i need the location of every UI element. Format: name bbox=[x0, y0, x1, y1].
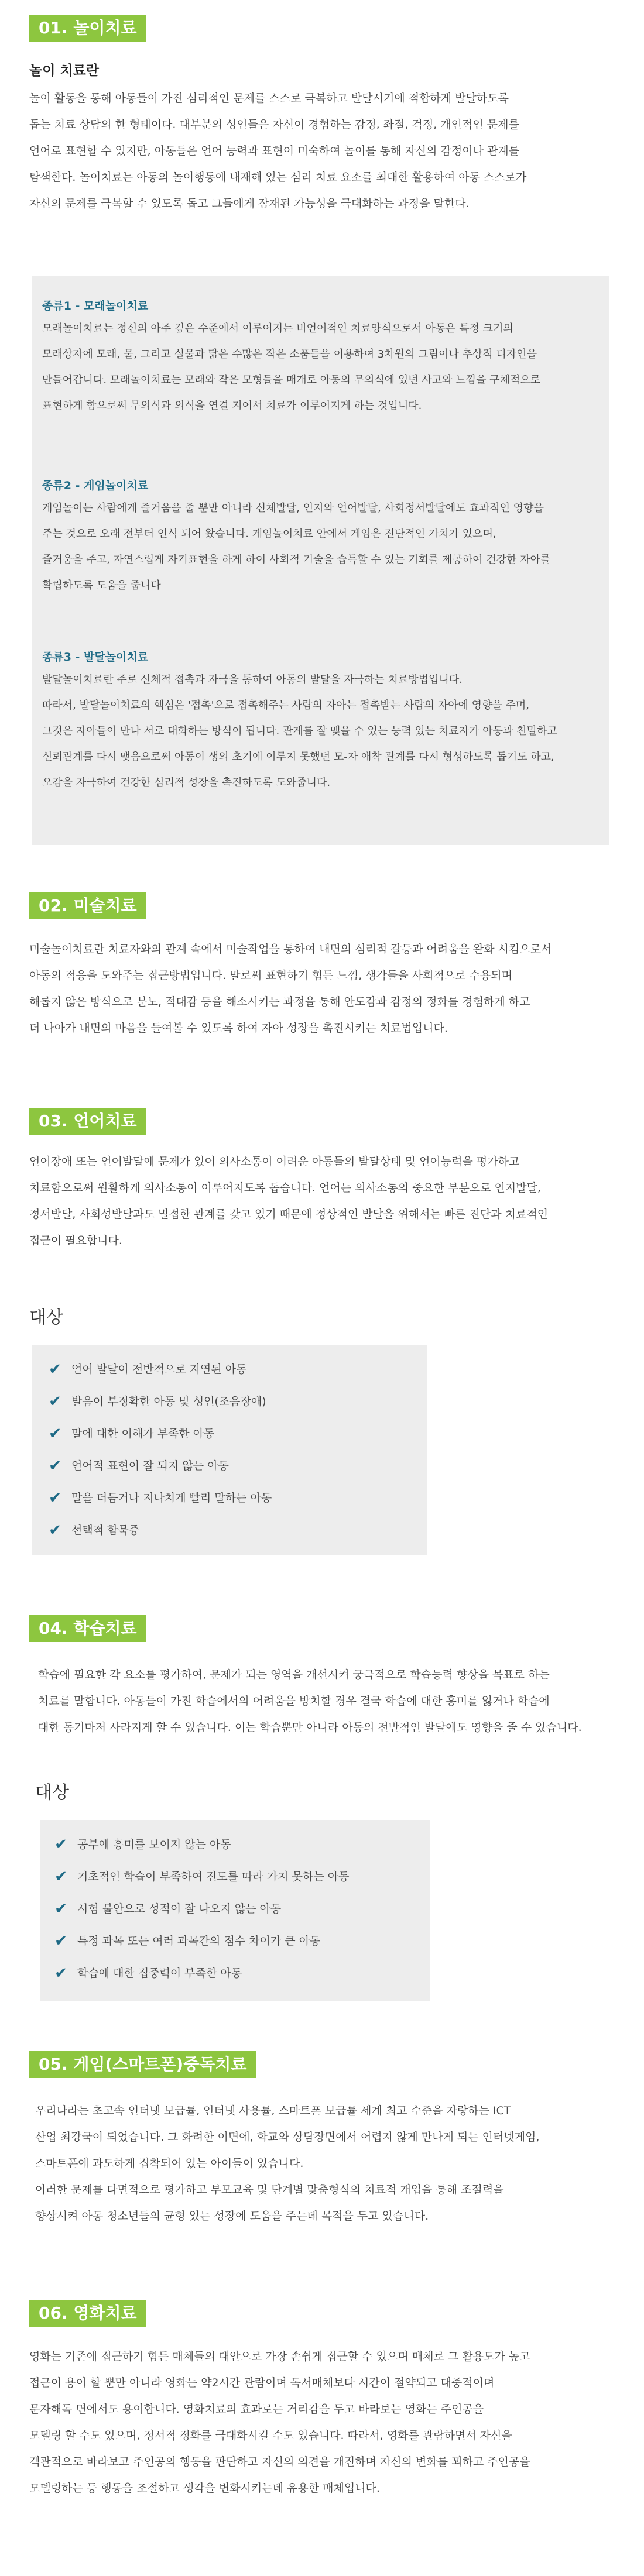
text-line: 치료를 말합니다. 아동들이 가진 학습에서의 어려움을 방치할 경우 결국 학습에 대한 흥미를 잃거나 학습에 bbox=[38, 1695, 550, 1708]
text-line: 이러한 문제를 다면적으로 평가하고 부모교육 및 단계별 맞춤형식의 치료적 개입을 통해 조절력을 bbox=[35, 2183, 504, 2196]
text-line: 따라서, 발달놀이치료의 핵심은 '접촉'으로 접촉해주는 사람의 자아는 접촉받는 사람의 자아에 영향을 주며, bbox=[42, 699, 529, 712]
text-line: 오감을 자극하여 건강한 심리적 성장을 촉진하도록 도와줍니다. bbox=[42, 777, 331, 789]
list-item-label: 학습에 대한 집중력이 부족한 아동 bbox=[77, 1967, 242, 1980]
play-therapy-intro bbox=[29, 85, 615, 217]
learning-therapy-description bbox=[38, 1662, 624, 1741]
list-item-label: 기초적인 학습이 부족하여 진도를 따라 가지 못하는 아동 bbox=[77, 1870, 350, 1883]
text-line: 탐색한다. 놀이치료는 아동의 놀이행동에 내재해 있는 심리 치료 요소를 최대한 활용하여 아동 스스로가 bbox=[29, 171, 527, 184]
list-item bbox=[53, 1957, 349, 1990]
list-item-label: 말에 대한 이해가 부족한 아동 bbox=[71, 1427, 215, 1440]
game-addiction-description bbox=[35, 2098, 621, 2230]
text-line: 즐거움을 주고, 자연스럽게 자기표현을 하게 하여 사회적 기술을 습득할 수 있는 기회를 제공하여 건강한 자아를 bbox=[42, 554, 551, 566]
list-item bbox=[47, 1418, 272, 1450]
text-line: 자신의 문제를 극복할 수 있도록 돕고 그들에게 잠재된 가능성을 극대화하는 과정을 말한다. bbox=[29, 197, 470, 210]
text-line: 향상시켜 아동 청소년들의 균형 있는 성장에 도움을 주는데 목적을 두고 있습니다. bbox=[35, 2210, 429, 2223]
text-line: 문자해독 면에서도 용이합니다. 영화치료의 효과로는 거리감을 두고 바라보는 영화는 주인공을 bbox=[29, 2403, 484, 2416]
list-item-label: 특정 과목 또는 여러 과목간의 점수 차이가 큰 아동 bbox=[77, 1935, 321, 1948]
section-badge-movie-therapy: 06. 영화치료 bbox=[29, 2300, 146, 2327]
text-line: 산업 최강국이 되었습니다. 그 화려한 이면에, 학교와 상담장면에서 어렵지 않게 만나게 되는 인터넷게임, bbox=[35, 2131, 540, 2144]
text-line: 확립하도록 도움을 줍니다 bbox=[42, 579, 161, 592]
text-line: 발달놀이치료란 주로 신체적 접촉과 자극을 통하여 아동의 발달을 자극하는 치료방법입니다. bbox=[42, 674, 463, 686]
text-line: 만들어갑니다. 모래놀이치료는 모래와 작은 모형들을 매개로 아동의 무의식에 있던 사고와 느낌을 구체적으로 bbox=[42, 374, 541, 386]
learning-target-heading: 대상 bbox=[35, 1782, 69, 1803]
list-item bbox=[53, 1925, 349, 1957]
movie-therapy-description bbox=[29, 2344, 615, 2502]
text-line: 모래상자에 모래, 물, 그리고 실물과 닮은 수많은 작은 소품들을 이용하여 3차원의 그림이나 추상적 디자인을 bbox=[42, 348, 537, 360]
art-therapy-description bbox=[29, 936, 615, 1042]
text-line: 모델링하는 등 행동을 조절하고 생각을 변화시키는데 유용한 매체입니다. bbox=[29, 2482, 380, 2495]
check-icon: ✔ bbox=[49, 1457, 61, 1475]
text-line: 미술놀이치료란 치료자와의 관계 속에서 미술작업을 통하여 내면의 심리적 갈등과 어려움을 완화 시킴으로서 bbox=[29, 943, 552, 956]
check-icon: ✔ bbox=[54, 1932, 67, 1950]
text-line: 해롭지 않은 방식으로 분노, 적대감 등을 해소시키는 과정을 통해 안도감과 감정의 정화를 경험하게 하고 bbox=[29, 995, 530, 1008]
list-item-label: 언어 발달이 전반적으로 지연된 아동 bbox=[71, 1363, 247, 1376]
list-item bbox=[47, 1450, 272, 1482]
text-line: 신뢰관계를 다시 맺음으로써 아동이 생의 초기에 이루지 못했던 모-자 애착 관계를 다시 형성하도록 돕기도 하고, bbox=[42, 751, 554, 763]
type-text-developmental-play bbox=[42, 667, 604, 796]
text-line: 정서발달, 사회성발달과도 밀접한 관계를 갖고 있기 때문에 정상적인 발달을 위해서는 빠른 진단과 치료적인 bbox=[29, 1208, 549, 1221]
list-item-label: 발음이 부정확한 아동 및 성인(조음장애) bbox=[71, 1395, 266, 1408]
text-line: 언어로 표현할 수 있지만, 아동들은 언어 능력과 표현이 미숙하여 놀이를 통해 자신의 감정이나 관계를 bbox=[29, 145, 520, 157]
list-item bbox=[53, 1893, 349, 1925]
list-item-label: 선택적 함묵증 bbox=[71, 1524, 140, 1537]
check-icon: ✔ bbox=[49, 1489, 61, 1507]
list-item bbox=[53, 1861, 349, 1893]
list-item bbox=[47, 1482, 272, 1514]
check-icon: ✔ bbox=[49, 1361, 61, 1378]
section-badge-speech-therapy: 03. 언어치료 bbox=[29, 1108, 146, 1135]
text-line: 영화는 기존에 접근하기 힘든 매체들의 대안으로 가장 손쉽게 접근할 수 있으며 매체로 그 활용도가 높고 bbox=[29, 2350, 530, 2363]
check-icon: ✔ bbox=[49, 1521, 61, 1539]
check-icon: ✔ bbox=[49, 1425, 61, 1442]
list-item-label: 공부에 흥미를 보이지 않는 아동 bbox=[77, 1838, 231, 1851]
check-icon: ✔ bbox=[49, 1393, 61, 1410]
text-line: 돕는 치료 상담의 한 형태이다. 대부분의 성인들은 자신이 경험하는 감정, 좌절, 걱정, 개인적인 문제를 bbox=[29, 118, 519, 131]
list-item bbox=[47, 1514, 272, 1547]
check-icon: ✔ bbox=[54, 1836, 67, 1853]
list-item bbox=[47, 1354, 272, 1386]
text-line: 표현하게 함으로써 무의식과 의식을 연결 지어서 치료가 이루어지게 하는 것입니다. bbox=[42, 400, 422, 412]
check-icon: ✔ bbox=[54, 1868, 67, 1885]
section-badge-learning-therapy: 04. 학습치료 bbox=[29, 1615, 146, 1642]
type-title-sand-play: 종류1 - 모래놀이치료 bbox=[42, 300, 149, 312]
speech-target-list bbox=[47, 1354, 272, 1547]
list-item-label: 말을 더듬거나 지나치게 빨리 말하는 아동 bbox=[71, 1492, 272, 1505]
check-icon: ✔ bbox=[54, 1900, 67, 1918]
type-text-sand-play bbox=[42, 316, 604, 419]
text-line: 모델링 할 수도 있으며, 정서적 정화를 극대화시킬 수도 있습니다. 따라서, 영화를 관람하면서 자신을 bbox=[29, 2429, 512, 2442]
text-line: 스마트폰에 과도하게 집착되어 있는 아이들이 있습니다. bbox=[35, 2157, 304, 2170]
speech-therapy-description bbox=[29, 1149, 615, 1254]
text-line: 우리나라는 초고속 인터넷 보급률, 인터넷 사용률, 스마트폰 보급률 세계 최고 수준을 자랑하는 ICT bbox=[35, 2104, 511, 2117]
text-line: 아동의 적응을 도와주는 접근방법입니다. 말로써 표현하기 힘든 느낌, 생각들을 사회적으로 수용되며 bbox=[29, 969, 512, 982]
text-line: 객관적으로 바라보고 주인공의 행동을 판단하고 자신의 의견을 개진하며 자신의 변화를 꾀하고 주인공을 bbox=[29, 2455, 530, 2468]
list-item bbox=[47, 1386, 272, 1418]
text-line: 주는 것으로 오래 전부터 인식 되어 왔습니다. 게임놀이치료 안에서 게임은 진단적인 가치가 있으며, bbox=[42, 528, 496, 540]
type-text-game-play bbox=[42, 496, 604, 599]
list-item-label: 시험 불안으로 성적이 잘 나오지 않는 아동 bbox=[77, 1902, 282, 1915]
text-line: 대한 동기마저 사라지게 할 수 있습니다. 이는 학습뿐만 아니라 아동의 전반적인 발달에도 영향을 줄 수 있습니다. bbox=[38, 1721, 582, 1734]
list-item-label: 언어적 표현이 잘 되지 않는 아동 bbox=[71, 1459, 229, 1472]
text-line: 더 나아가 내면의 마음을 들여볼 수 있도록 하여 자아 성장을 촉진시키는 치료법입니다. bbox=[29, 1022, 448, 1035]
text-line: 놀이 활동을 통해 아동들이 가진 심리적인 문제를 스스로 극복하고 발달시기에 적합하게 발달하도록 bbox=[29, 92, 509, 105]
text-line: 모래놀이치료는 정신의 아주 깊은 수준에서 이루어지는 비언어적인 치료양식으로서 아동은 특정 크기의 bbox=[42, 322, 513, 335]
section-badge-play-therapy: 01. 놀이치료 bbox=[29, 15, 146, 42]
text-line: 접근이 필요합니다. bbox=[29, 1234, 122, 1247]
type-title-game-play: 종류2 - 게임놀이치료 bbox=[42, 479, 149, 492]
text-line: 접근이 용이 할 뿐만 아니라 영화는 약2시간 관람이며 독서매체보다 시간이 절약되고 대중적이며 bbox=[29, 2376, 495, 2389]
section-badge-art-therapy: 02. 미술치료 bbox=[29, 892, 146, 919]
section-badge-game-addiction-therapy: 05. 게임(스마트폰)중독치료 bbox=[29, 2051, 256, 2078]
text-line: 치료함으로써 원활하게 의사소통이 이루어지도록 돕습니다. 언어는 의사소통의 중요한 부분으로 인지발달, bbox=[29, 1181, 542, 1194]
text-line: 게임놀이는 사람에게 즐거움을 줄 뿐만 아니라 신체발달, 인지와 언어발달, 사회정서발달에도 효과적인 영향을 bbox=[42, 502, 544, 514]
check-icon: ✔ bbox=[54, 1964, 67, 1982]
text-line: 언어장애 또는 언어발달에 문제가 있어 의사소통이 어려운 아동들의 발달상태 및 언어능력을 평가하고 bbox=[29, 1155, 520, 1168]
list-item bbox=[53, 1829, 349, 1861]
text-line: 학습에 필요한 각 요소를 평가하여, 문제가 되는 영역을 개선시켜 궁극적으로 학습능력 향상을 목표로 하는 bbox=[38, 1668, 550, 1681]
speech-target-heading: 대상 bbox=[29, 1307, 63, 1328]
learning-target-list bbox=[53, 1829, 349, 1990]
play-therapy-definition-title: 놀이 치료란 bbox=[29, 63, 100, 78]
type-title-developmental-play: 종류3 - 발달놀이치료 bbox=[42, 651, 149, 664]
text-line: 그것은 자아들이 만나 서로 대화하는 방식이 됩니다. 관계를 잘 맺을 수 있는 능력 있는 치료자가 아동과 친밀하고 bbox=[42, 725, 557, 737]
